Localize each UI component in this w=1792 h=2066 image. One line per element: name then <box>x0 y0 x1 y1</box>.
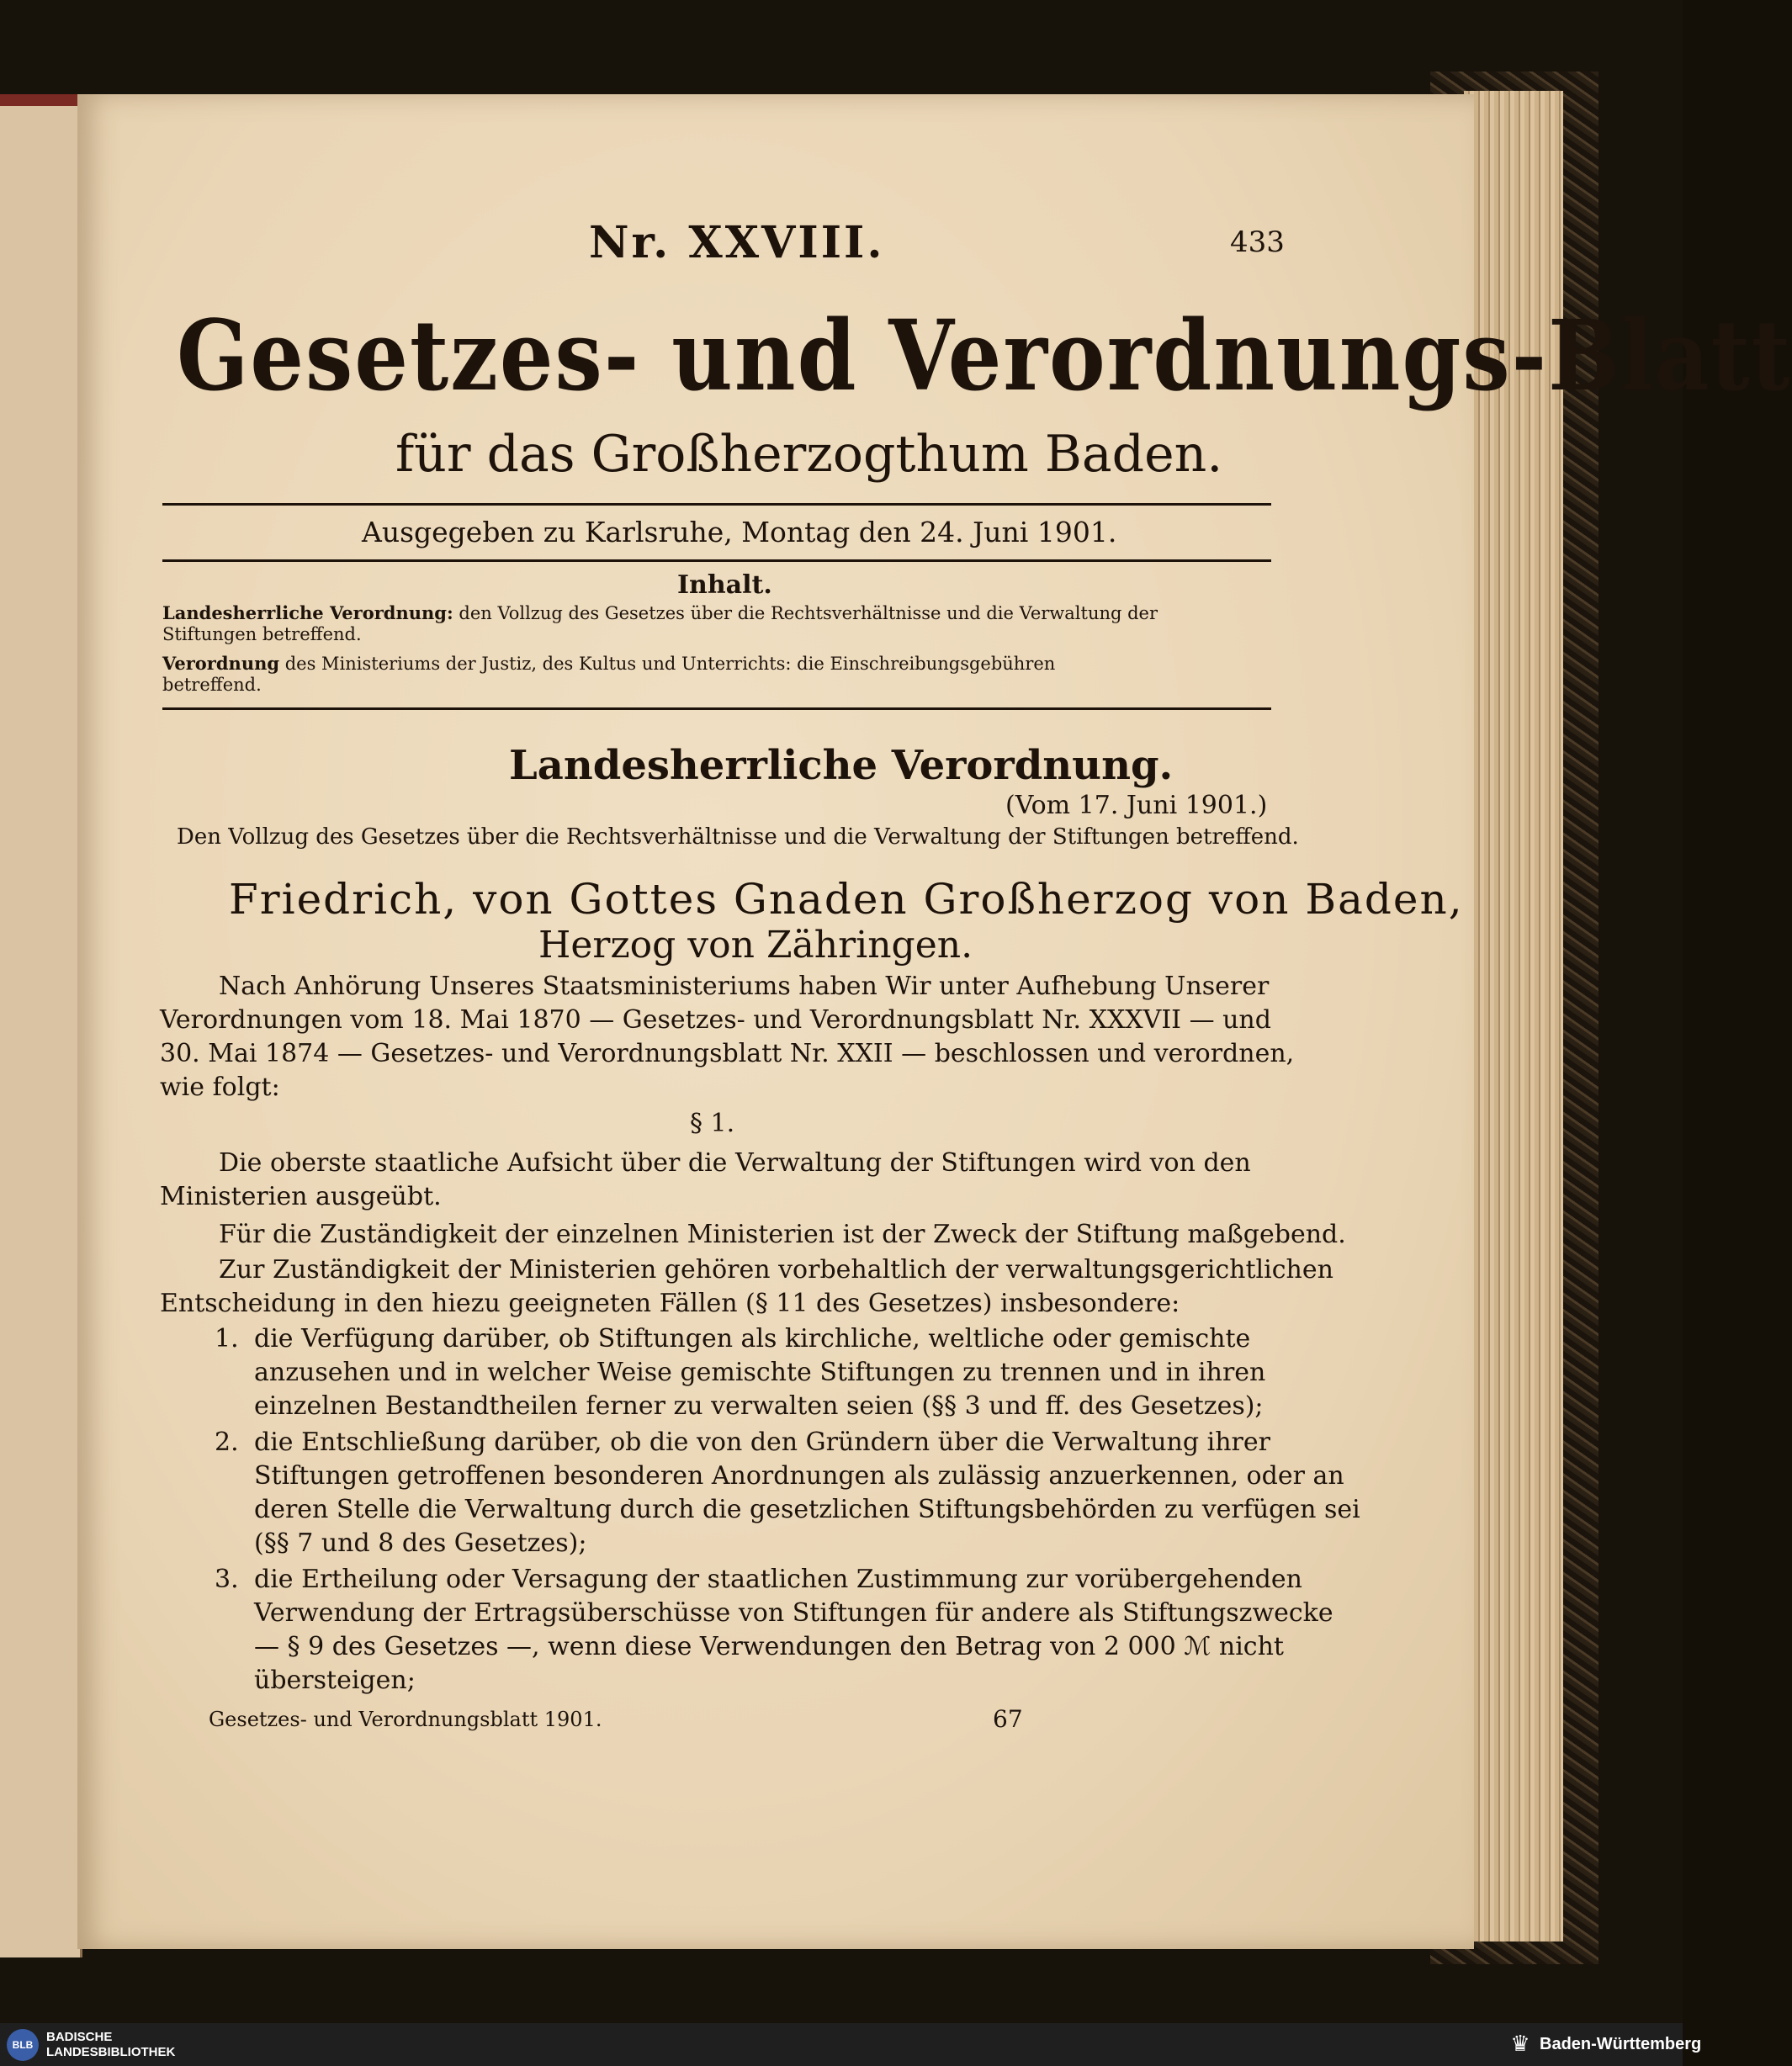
toc-entry-1 <box>162 602 1158 623</box>
item-3-line-1: die Ertheilung oder Versagung der staatlichen Zustimmung zur vorübergehenden <box>254 1565 1302 1594</box>
item-3-line-3: — § 9 des Gesetzes —, wenn diese Verwendungen den Betrag von 2 000 ℳ nicht <box>254 1632 1284 1661</box>
library-name[interactable] <box>46 2030 175 2060</box>
viewer-bottom-bar <box>0 2023 1683 2066</box>
library-name-line-1: BADISCHE <box>46 2030 113 2044</box>
item-1-line-3: einzelnen Bestandtheilen ferner zu verwalten seien (§§ 3 und ff. des Gesetzes); <box>254 1391 1264 1421</box>
rule-below-contents <box>162 707 1271 710</box>
para3-line-2: Entscheidung in den hiezu geeigneten Fällen (§ 11 des Gesetzes) insbesondere: <box>160 1289 1180 1318</box>
para3-line-1: Zur Zuständigkeit der Ministerien gehören vorbehaltlich der verwaltungsgerichtlichen <box>219 1255 1333 1285</box>
item-2-line-1: die Entschließung darüber, ob die von den Gründern über die Verwaltung ihrer <box>254 1428 1270 1457</box>
item-1-line-2: anzusehen und in welcher Weise gemischte Stiftungen zu trennen und in ihren <box>254 1358 1266 1387</box>
item-3-marker: 3. <box>215 1565 239 1594</box>
toc-entry-2-text: des Ministeriums der Justiz, des Kultus und Unterrichts: die Einschreibungsgebühren <box>279 654 1056 674</box>
ruler-subtitle: Herzog von Zähringen. <box>538 924 973 967</box>
item-3-line-2: Verwendung der Ertragsüberschüsse von Stiftungen für andere als Stiftungszwecke <box>254 1598 1333 1628</box>
toc-entry-2-title: Verordnung <box>162 653 280 674</box>
gazette-title: Gesetzes- und Verordnungs-Blatt <box>177 299 1792 413</box>
rule-top <box>162 503 1271 506</box>
decree-date: (Vom 17. Juni 1901.) <box>1005 791 1268 820</box>
preamble-line-4: wie folgt: <box>160 1073 280 1102</box>
para2: Für die Zuständigkeit der einzelnen Ministerien ist der Zweck der Stiftung maßgebend. <box>219 1220 1346 1249</box>
item-2-marker: 2. <box>215 1428 239 1457</box>
item-2-line-2: Stiftungen getroffenen besonderen Anordnungen als zulässig anzuerkennen, oder an <box>254 1461 1344 1491</box>
page-number: 433 <box>1230 225 1285 259</box>
footer-sheet-number: 67 <box>993 1705 1023 1733</box>
preamble-line-2: Verordnungen vom 18. Mai 1870 — Gesetzes- und Verordnungsblatt Nr. XXXVII — und <box>160 1005 1271 1035</box>
issue-number: Nr. XXVIII. <box>589 217 885 268</box>
item-1-marker: 1. <box>215 1324 239 1353</box>
left-page-edge <box>0 94 82 1957</box>
library-name-line-2: LANDESBIBLIOTHEK <box>46 2045 176 2059</box>
footer-publication: Gesetzes- und Verordnungsblatt 1901. <box>209 1708 602 1731</box>
preamble-line-3: 30. Mai 1874 — Gesetzes- und Verordnungsblatt Nr. XXII — beschlossen und verordnen, <box>160 1039 1295 1068</box>
coat-of-arms-icon: ♛ <box>1510 2032 1530 2057</box>
toc-entry-1-title: Landesherrliche Verordnung: <box>162 602 453 623</box>
toc-entry-1-cont: Stiftungen betreffend. <box>162 624 362 644</box>
item-2-line-4: (§§ 7 und 8 des Gesetzes); <box>254 1528 587 1558</box>
item-2-line-3: deren Stelle die Verwaltung durch die gesetzlichen Stiftungsbehörden zu verfügen sei <box>254 1495 1360 1524</box>
gazette-subtitle: für das Großherzogthum Baden. <box>395 425 1223 484</box>
toc-entry-2-cont: betreffend. <box>162 675 262 695</box>
contents-heading: Inhalt. <box>677 570 772 600</box>
para1-line-1: Die oberste staatliche Aufsicht über die Verwaltung der Stiftungen wird von den <box>219 1148 1251 1178</box>
para1-line-2: Ministerien ausgeübt. <box>160 1182 442 1211</box>
toc-entry-2 <box>162 653 1055 674</box>
decree-subject: Den Vollzug des Gesetzes über die Rechtsverhältnisse und die Verwaltung der Stiftungen betreffend. <box>177 824 1299 850</box>
issue-date: Ausgegeben zu Karlsruhe, Montag den 24. Juni 1901. <box>362 516 1117 548</box>
toc-entry-1-text: den Vollzug des Gesetzes über die Rechtsverhältnisse und die Verwaltung der <box>453 603 1158 623</box>
item-3-line-4: übersteigen; <box>254 1666 416 1695</box>
state-name[interactable]: Baden-Württemberg <box>1540 2035 1702 2053</box>
preamble-line-1: Nach Anhörung Unseres Staatsministeriums haben Wir unter Aufhebung Unserer <box>219 972 1270 1001</box>
item-1-line-1: die Verfügung darüber, ob Stiftungen als kirchliche, weltliche oder gemischte <box>254 1324 1251 1353</box>
decree-heading: Landesherrliche Verordnung. <box>509 742 1174 789</box>
ruler-title: Friedrich, von Gottes Gnaden Großherzog von Baden, <box>229 875 1464 924</box>
section-heading: § 1. <box>690 1109 735 1138</box>
blb-logo-icon[interactable]: BLB <box>7 2029 39 2061</box>
rule-below-date <box>162 559 1271 562</box>
